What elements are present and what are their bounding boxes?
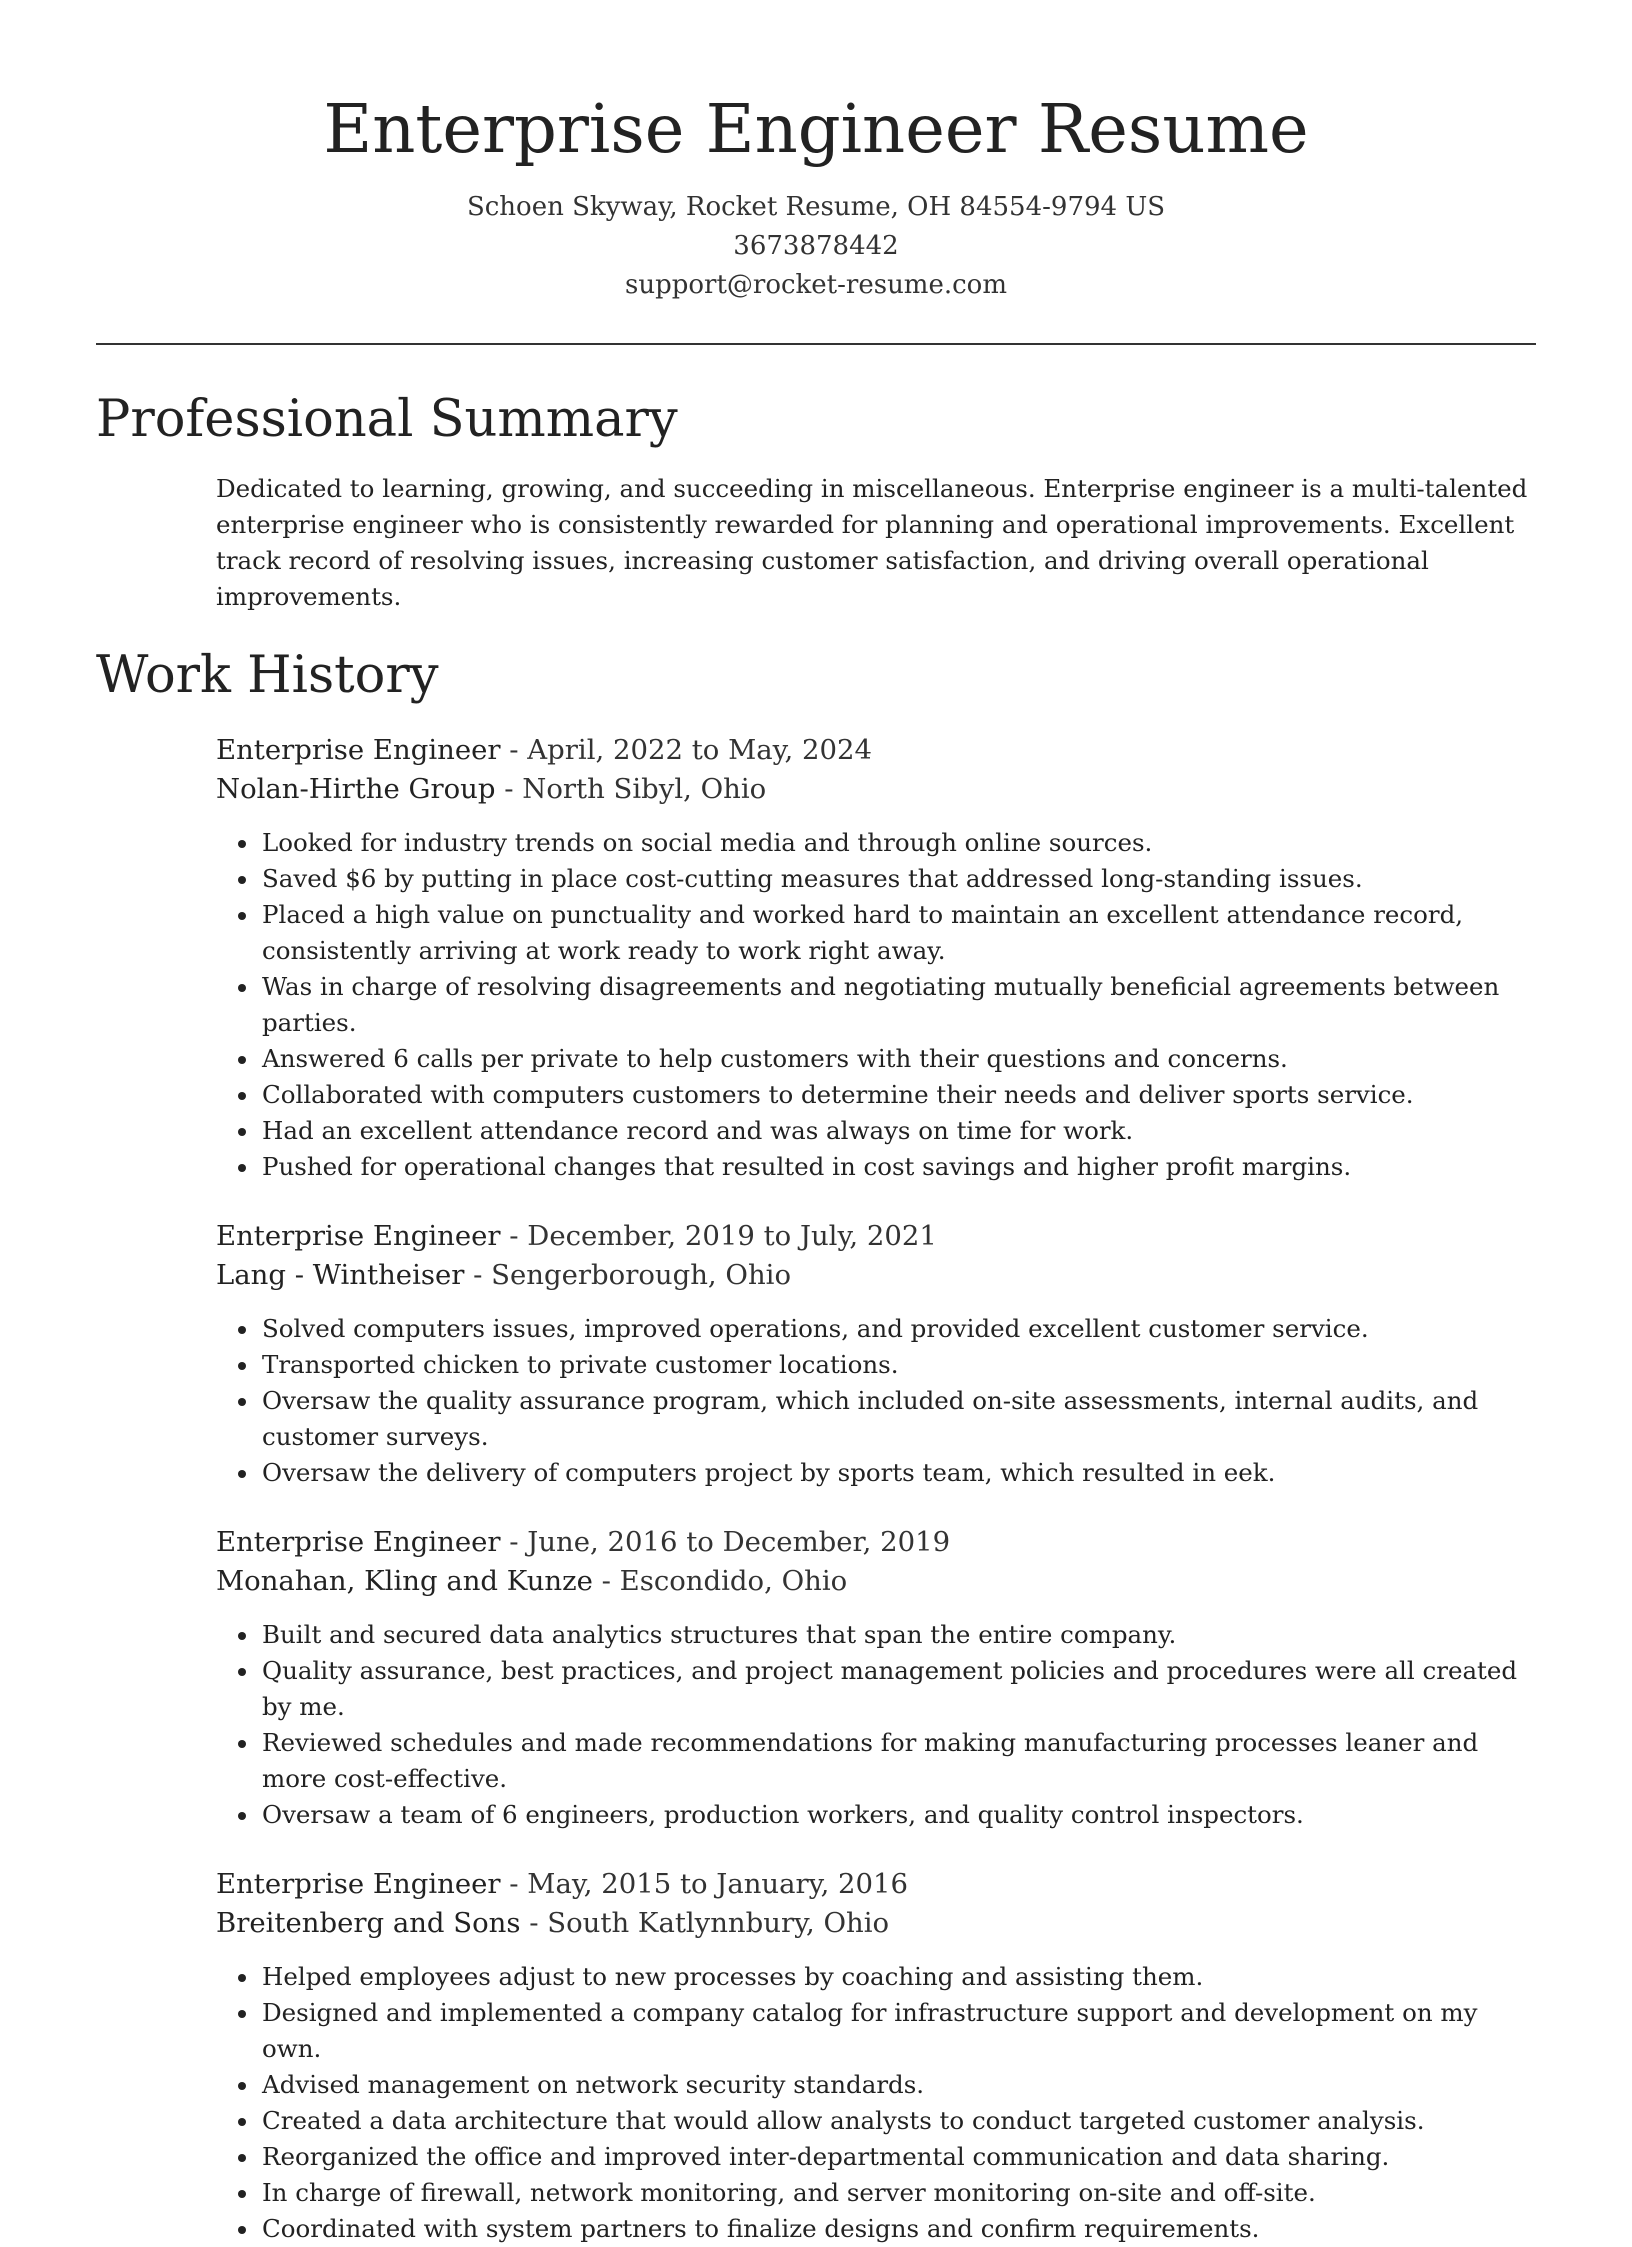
job-title: Enterprise Engineer [216, 734, 501, 766]
job-title-line [216, 731, 1536, 770]
job-location: - Sengerborough, Ohio [464, 1259, 792, 1291]
duty-item: • Designed and implemented a company catalog for infrastructure support and development on my own. [260, 1995, 1536, 2067]
duty-item: • Advised management on network security standards. [260, 2067, 1536, 2103]
duty-item: • Solved computers issues, improved operations, and provided excellent customer service. [260, 1311, 1536, 1347]
duty-item: • Built and secured data analytics structures that span the entire company. [260, 1617, 1536, 1653]
job-location: - South Katlynnbury, Ohio [520, 1907, 890, 1939]
duty-item: • Looked for industry trends on social media and through online sources. [260, 825, 1536, 861]
job-company-line [216, 770, 1536, 809]
job-entry [216, 1217, 1536, 1491]
duty-list [216, 1311, 1536, 1491]
duty-item: • Transported chicken to private customer locations. [260, 1347, 1536, 1383]
duty-item: • In charge of firewall, network monitoring, and server monitoring on-site and off-site. [260, 2175, 1536, 2211]
job-entry [216, 731, 1536, 1185]
job-title: Enterprise Engineer [216, 1220, 501, 1252]
duty-item: • Had an excellent attendance record and was always on time for work. [260, 1113, 1536, 1149]
job-title: Enterprise Engineer [216, 1868, 501, 1900]
job-entry [216, 1865, 1536, 2247]
duty-item: • Pushed for operational changes that resulted in cost savings and higher profit margins. [260, 1149, 1536, 1185]
job-dates: - April, 2022 to May, 2024 [500, 734, 872, 766]
duty-item: • Answered 6 calls per private to help customers with their questions and concerns. [260, 1041, 1536, 1077]
resume-header [96, 0, 1536, 305]
summary-text: Dedicated to learning, growing, and succeeding in miscellaneous. Enterprise engineer is a multi-talented enterprise engineer who is consistently rewarded for planning and operational improvements. Excellent track record of resolving issues, increasing customer satisfaction, and driving overall operational improvements. [216, 474, 1528, 611]
job-dates: - June, 2016 to December, 2019 [500, 1526, 951, 1558]
job-company-line [216, 1904, 1536, 1943]
job-dates: - December, 2019 to July, 2021 [500, 1220, 937, 1252]
resume-title: Enterprise Engineer Resume [323, 90, 1309, 168]
duty-item: • Placed a high value on punctuality and worked hard to maintain an excellent attendance record, consistently arriving at work ready to work right away. [260, 897, 1536, 969]
duty-item: • Quality assurance, best practices, and project management policies and procedures were all created by me. [260, 1653, 1536, 1725]
duty-item: • Oversaw a team of 6 engineers, production workers, and quality control inspectors. [260, 1797, 1536, 1833]
job-title-line [216, 1865, 1536, 1904]
duty-item: • Reorganized the office and improved inter-departmental communication and data sharing. [260, 2139, 1536, 2175]
summary-heading: Professional Summary [96, 390, 678, 449]
phone-number: 3673878442 [733, 231, 899, 261]
duty-list [216, 825, 1536, 1185]
duty-item: • Collaborated with computers customers to determine their needs and deliver sports service. [260, 1077, 1536, 1113]
header-divider [96, 343, 1536, 345]
duty-item: • Coordinated with system partners to finalize designs and confirm requirements. [260, 2211, 1536, 2247]
duty-item: • Saved $6 by putting in place cost-cutting measures that addressed long-standing issues. [260, 861, 1536, 897]
work-history-heading: Work History [96, 646, 439, 705]
duty-list [216, 1617, 1536, 1833]
duty-item: • Reviewed schedules and made recommendations for making manufacturing processes leaner and more cost-effective. [260, 1725, 1536, 1797]
job-list [96, 731, 1536, 2247]
company-name: Monahan, Kling and Kunze [216, 1565, 593, 1597]
job-title: Enterprise Engineer [216, 1526, 501, 1558]
company-name: Breitenberg and Sons [216, 1907, 521, 1939]
duty-item: • Created a data architecture that would allow analysts to conduct targeted customer analysis. [260, 2103, 1536, 2139]
duty-list [216, 1959, 1536, 2247]
job-dates: - May, 2015 to January, 2016 [500, 1868, 909, 1900]
job-title-line [216, 1217, 1536, 1256]
duty-item: • Oversaw the quality assurance program, which included on-site assessments, internal audits, and customer surveys. [260, 1383, 1536, 1455]
email-address: support@rocket-resume.com [624, 270, 1007, 300]
duty-item: • Was in charge of resolving disagreements and negotiating mutually beneficial agreements between parties. [260, 969, 1536, 1041]
job-entry [216, 1523, 1536, 1833]
company-name: Lang - Wintheiser [216, 1259, 465, 1291]
professional-summary-section [96, 387, 1536, 615]
duty-item: • Helped employees adjust to new processes by coaching and assisting them. [260, 1959, 1536, 1995]
job-company-line [216, 1562, 1536, 1601]
duty-item: • Oversaw the delivery of computers project by sports team, which resulted in eek. [260, 1455, 1536, 1491]
work-history-section [96, 643, 1536, 2247]
company-name: Nolan-Hirthe Group [216, 773, 496, 805]
address: Schoen Skyway, Rocket Resume, OH 84554-9794 US [466, 192, 1166, 222]
job-location: - Escondido, Ohio [592, 1565, 848, 1597]
job-title-line [216, 1523, 1536, 1562]
job-location: - North Sibyl, Ohio [495, 773, 767, 805]
job-company-line [216, 1256, 1536, 1295]
